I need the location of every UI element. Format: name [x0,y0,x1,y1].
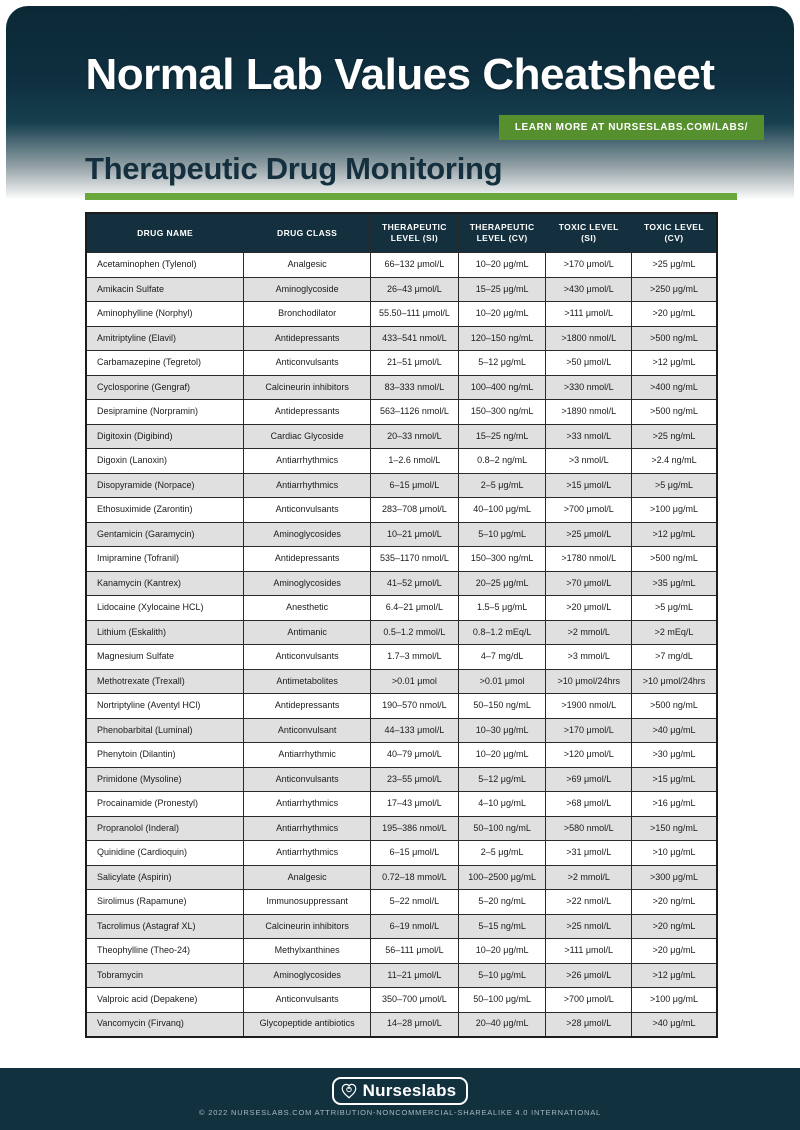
table-row [86,596,717,621]
value-cell: >580 nmol/L [546,816,632,841]
table-header-row [86,213,717,253]
table-row [86,914,717,939]
value-cell: >70 μmol/L [546,571,632,596]
value-cell: >20 ng/mL [631,890,717,915]
value-cell: >40 μg/mL [631,1012,717,1037]
table-row [86,302,717,327]
value-cell: >100 μg/mL [631,988,717,1013]
value-cell: >7 mg/dL [631,645,717,670]
value-cell: >0.01 μmol [371,669,459,694]
value-cell: 10–21 μmol/L [371,522,459,547]
drug-table-container [85,212,718,1038]
value-cell: Anticonvulsants [244,645,371,670]
value-cell: >69 μmol/L [546,767,632,792]
value-cell: 5–22 nmol/L [371,890,459,915]
drug-name-cell: Desipramine (Norpramin) [86,400,244,425]
table-row [86,498,717,523]
value-cell: 0.8–2 ng/mL [458,449,546,474]
drug-name-cell: Gentamicin (Garamycin) [86,522,244,547]
copyright-text: © 2022 NURSESLABS.COM ATTRIBUTION-NONCOMMERCIAL-SHAREALIKE 4.0 INTERNATIONAL [199,1108,601,1117]
table-row [86,547,717,572]
value-cell: >20 ng/mL [631,914,717,939]
column-header: TOXIC LEVEL (CV) [631,213,717,253]
table-row [86,767,717,792]
value-cell: >40 μg/mL [631,718,717,743]
value-cell: 10–20 μg/mL [458,939,546,964]
drug-name-cell: Nortriptyline (Aventyl HCl) [86,694,244,719]
value-cell: 100–2500 μg/mL [458,865,546,890]
table-row [86,375,717,400]
value-cell: 26–43 μmol/L [371,277,459,302]
value-cell: Antiarrhythmics [244,473,371,498]
table-row [86,841,717,866]
value-cell: 4–7 mg/dL [458,645,546,670]
value-cell: >20 μmol/L [546,596,632,621]
drug-table-body [86,253,717,1037]
section-title: Therapeutic Drug Monitoring [85,151,503,186]
value-cell: 20–40 μg/mL [458,1012,546,1037]
value-cell: >10 μmol/24hrs [631,669,717,694]
value-cell: 150–300 ng/mL [458,400,546,425]
value-cell: 100–400 ng/mL [458,375,546,400]
value-cell: >25 ng/mL [631,424,717,449]
value-cell: >16 μg/mL [631,792,717,817]
value-cell: Anticonvulsant [244,718,371,743]
table-row [86,1012,717,1037]
drug-name-cell: Magnesium Sulfate [86,645,244,670]
value-cell: Antiarrhythmics [244,792,371,817]
footer-band [0,1068,800,1130]
value-cell: 0.72–18 mmol/L [371,865,459,890]
value-cell: >3 mmol/L [546,645,632,670]
table-row [86,694,717,719]
value-cell: >26 μmol/L [546,963,632,988]
drug-name-cell: Phenobarbital (Luminal) [86,718,244,743]
section-underline [85,193,737,200]
value-cell: 17–43 μmol/L [371,792,459,817]
value-cell: >0.01 μmol [458,669,546,694]
value-cell: 44–133 μmol/L [371,718,459,743]
value-cell: Calcineurin inhibitors [244,914,371,939]
value-cell: 6–15 μmol/L [371,841,459,866]
value-cell: >430 μmol/L [546,277,632,302]
value-cell: 10–20 μg/mL [458,302,546,327]
drug-name-cell: Procainamide (Pronestyl) [86,792,244,817]
value-cell: 10–30 μg/mL [458,718,546,743]
column-header: THERAPEUTIC LEVEL (SI) [371,213,459,253]
drug-name-cell: Acetaminophen (Tylenol) [86,253,244,278]
column-header: TOXIC LEVEL (SI) [546,213,632,253]
value-cell: Aminoglycoside [244,277,371,302]
value-cell: Antiarrhythmics [244,816,371,841]
drug-name-cell: Cyclosporine (Gengraf) [86,375,244,400]
value-cell: >31 μmol/L [546,841,632,866]
value-cell: >111 μmol/L [546,939,632,964]
table-row [86,988,717,1013]
table-row [86,792,717,817]
value-cell: 23–55 μmol/L [371,767,459,792]
value-cell: 2–5 μg/mL [458,473,546,498]
value-cell: >20 μg/mL [631,302,717,327]
value-cell: 10–20 μg/mL [458,253,546,278]
value-cell: >500 ng/mL [631,326,717,351]
table-row [86,522,717,547]
value-cell: >150 ng/mL [631,816,717,841]
value-cell: 350–700 μmol/L [371,988,459,1013]
value-cell: >500 ng/mL [631,400,717,425]
value-cell: Bronchodilator [244,302,371,327]
value-cell: >12 μg/mL [631,963,717,988]
drug-table [85,212,718,1038]
value-cell: >1800 nmol/L [546,326,632,351]
table-row [86,473,717,498]
value-cell: >700 μmol/L [546,988,632,1013]
drug-name-cell: Primidone (Mysoline) [86,767,244,792]
value-cell: 66–132 μmol/L [371,253,459,278]
drug-name-cell: Imipramine (Tofranil) [86,547,244,572]
value-cell: 15–25 μg/mL [458,277,546,302]
drug-name-cell: Amitriptyline (Elavil) [86,326,244,351]
value-cell: Aminoglycosides [244,522,371,547]
value-cell: 0.5–1.2 mmol/L [371,620,459,645]
value-cell: 20–33 nmol/L [371,424,459,449]
value-cell: 5–15 ng/mL [458,914,546,939]
value-cell: Methylxanthines [244,939,371,964]
value-cell: >2.4 ng/mL [631,449,717,474]
value-cell: Antidepressants [244,326,371,351]
value-cell: >20 μg/mL [631,939,717,964]
value-cell: 50–100 μg/mL [458,988,546,1013]
value-cell: 4–10 μg/mL [458,792,546,817]
value-cell: >35 μg/mL [631,571,717,596]
value-cell: Glycopeptide antibiotics [244,1012,371,1037]
value-cell: 55.50–111 μmol/L [371,302,459,327]
value-cell: >12 μg/mL [631,522,717,547]
table-row [86,449,717,474]
drug-name-cell: Ethosuximide (Zarontin) [86,498,244,523]
value-cell: Antidepressants [244,547,371,572]
value-cell: >300 μg/mL [631,865,717,890]
drug-name-cell: Aminophylline (Norphyl) [86,302,244,327]
value-cell: 41–52 μmol/L [371,571,459,596]
value-cell: 6–15 μmol/L [371,473,459,498]
value-cell: 15–25 ng/mL [458,424,546,449]
value-cell: >5 μg/mL [631,596,717,621]
value-cell: 563–1126 nmol/L [371,400,459,425]
value-cell: >68 μmol/L [546,792,632,817]
value-cell: >30 μg/mL [631,743,717,768]
value-cell: Aminoglycosides [244,571,371,596]
value-cell: 1–2.6 nmol/L [371,449,459,474]
column-header: THERAPEUTIC LEVEL (CV) [458,213,546,253]
drug-name-cell: Salicylate (Aspirin) [86,865,244,890]
nurseslabs-logo-text: Nurseslabs [362,1081,457,1100]
value-cell: 190–570 nmol/L [371,694,459,719]
page-title: Normal Lab Values Cheatsheet [85,50,715,99]
value-cell: >10 μg/mL [631,841,717,866]
value-cell: Anticonvulsants [244,351,371,376]
value-cell: 50–100 ng/mL [458,816,546,841]
value-cell: >25 μg/mL [631,253,717,278]
value-cell: >170 μmol/L [546,253,632,278]
value-cell: >25 μmol/L [546,522,632,547]
drug-name-cell: Phenytoin (Dilantin) [86,743,244,768]
value-cell: >33 nmol/L [546,424,632,449]
value-cell: 20–25 μg/mL [458,571,546,596]
drug-name-cell: Lithium (Eskalith) [86,620,244,645]
value-cell: >15 μmol/L [546,473,632,498]
column-header: DRUG NAME [86,213,244,253]
value-cell: >500 ng/mL [631,694,717,719]
value-cell: >170 μmol/L [546,718,632,743]
value-cell: 40–79 μmol/L [371,743,459,768]
value-cell: Antimanic [244,620,371,645]
value-cell: >120 μmol/L [546,743,632,768]
drug-name-cell: Sirolimus (Rapamune) [86,890,244,915]
value-cell: Cardiac Glycoside [244,424,371,449]
value-cell: >1780 nmol/L [546,547,632,572]
drug-name-cell: Carbamazepine (Tegretol) [86,351,244,376]
table-row [86,400,717,425]
table-row [86,718,717,743]
value-cell: >22 nmol/L [546,890,632,915]
drug-name-cell: Theophylline (Theo-24) [86,939,244,964]
value-cell: 5–12 μg/mL [458,351,546,376]
table-row [86,351,717,376]
column-header: DRUG CLASS [244,213,371,253]
drug-name-cell: Valproic acid (Depakene) [86,988,244,1013]
table-row [86,620,717,645]
value-cell: Analgesic [244,253,371,278]
drug-name-cell: Lidocaine (Xylocaine HCL) [86,596,244,621]
value-cell: Anticonvulsants [244,988,371,1013]
value-cell: 56–111 μmol/L [371,939,459,964]
value-cell: Immunosuppressant [244,890,371,915]
table-row [86,669,717,694]
table-row [86,424,717,449]
value-cell: 195–386 nmol/L [371,816,459,841]
value-cell: Antidepressants [244,400,371,425]
value-cell: >28 μmol/L [546,1012,632,1037]
drug-name-cell: Amikacin Sulfate [86,277,244,302]
value-cell: 120–150 ng/mL [458,326,546,351]
value-cell: >2 mmol/L [546,865,632,890]
table-row [86,253,717,278]
value-cell: 14–28 μmol/L [371,1012,459,1037]
value-cell: 1.5–5 μg/mL [458,596,546,621]
drug-name-cell: Digoxin (Lanoxin) [86,449,244,474]
drug-name-cell: Propranolol (Inderal) [86,816,244,841]
table-row [86,963,717,988]
value-cell: 5–12 μg/mL [458,767,546,792]
drug-name-cell: Methotrexate (Trexall) [86,669,244,694]
value-cell: >5 μg/mL [631,473,717,498]
value-cell: 11–21 μmol/L [371,963,459,988]
value-cell: Anesthetic [244,596,371,621]
value-cell: 6.4–21 μmol/L [371,596,459,621]
value-cell: 1.7–3 mmol/L [371,645,459,670]
table-row [86,645,717,670]
value-cell: >330 nmol/L [546,375,632,400]
table-row [86,865,717,890]
value-cell: Anticonvulsants [244,767,371,792]
value-cell: >2 mmol/L [546,620,632,645]
value-cell: 10–20 μg/mL [458,743,546,768]
value-cell: 535–1170 nmol/L [371,547,459,572]
value-cell: Antiarrhythmic [244,743,371,768]
value-cell: Antiarrhythmics [244,841,371,866]
value-cell: >25 nmol/L [546,914,632,939]
table-row [86,890,717,915]
value-cell: 50–150 ng/mL [458,694,546,719]
value-cell: 5–10 μg/mL [458,522,546,547]
value-cell: Aminoglycosides [244,963,371,988]
table-row [86,571,717,596]
value-cell: >50 μmol/L [546,351,632,376]
value-cell: >100 μg/mL [631,498,717,523]
value-cell: 5–20 ng/mL [458,890,546,915]
value-cell: 2–5 μg/mL [458,841,546,866]
value-cell: >500 ng/mL [631,547,717,572]
value-cell: Calcineurin inhibitors [244,375,371,400]
value-cell: Antidepressants [244,694,371,719]
value-cell: >12 μg/mL [631,351,717,376]
value-cell: Antimetabolites [244,669,371,694]
heart-nurse-icon [340,1082,358,1100]
value-cell: >400 ng/mL [631,375,717,400]
drug-name-cell: Tacrolimus (Astagraf XL) [86,914,244,939]
value-cell: >3 nmol/L [546,449,632,474]
value-cell: >10 μmol/24hrs [546,669,632,694]
value-cell: 83–333 nmol/L [371,375,459,400]
drug-name-cell: Tobramycin [86,963,244,988]
value-cell: 0.8–1.2 mEq/L [458,620,546,645]
drug-name-cell: Kanamycin (Kantrex) [86,571,244,596]
value-cell: >250 μg/mL [631,277,717,302]
value-cell: Antiarrhythmics [244,449,371,474]
value-cell: >700 μmol/L [546,498,632,523]
value-cell: >1890 nmol/L [546,400,632,425]
value-cell: >15 μg/mL [631,767,717,792]
drug-name-cell: Disopyramide (Norpace) [86,473,244,498]
value-cell: 283–708 μmol/L [371,498,459,523]
value-cell: >2 mEq/L [631,620,717,645]
learn-more-banner[interactable]: LEARN MORE AT NURSESLABS.COM/LABS/ [499,115,764,140]
value-cell: 6–19 nmol/L [371,914,459,939]
value-cell: 40–100 μg/mL [458,498,546,523]
table-row [86,939,717,964]
value-cell: 150–300 ng/mL [458,547,546,572]
table-row [86,277,717,302]
table-row [86,743,717,768]
table-row [86,816,717,841]
value-cell: 433–541 nmol/L [371,326,459,351]
nurseslabs-logo[interactable] [332,1077,469,1105]
value-cell: Anticonvulsants [244,498,371,523]
drug-name-cell: Quinidine (Cardioquin) [86,841,244,866]
table-row [86,326,717,351]
value-cell: >1900 nmol/L [546,694,632,719]
value-cell: 5–10 μg/mL [458,963,546,988]
value-cell: >111 μmol/L [546,302,632,327]
drug-name-cell: Digitoxin (Digibind) [86,424,244,449]
value-cell: Analgesic [244,865,371,890]
value-cell: 21–51 μmol/L [371,351,459,376]
drug-name-cell: Vancomycin (Firvanq) [86,1012,244,1037]
